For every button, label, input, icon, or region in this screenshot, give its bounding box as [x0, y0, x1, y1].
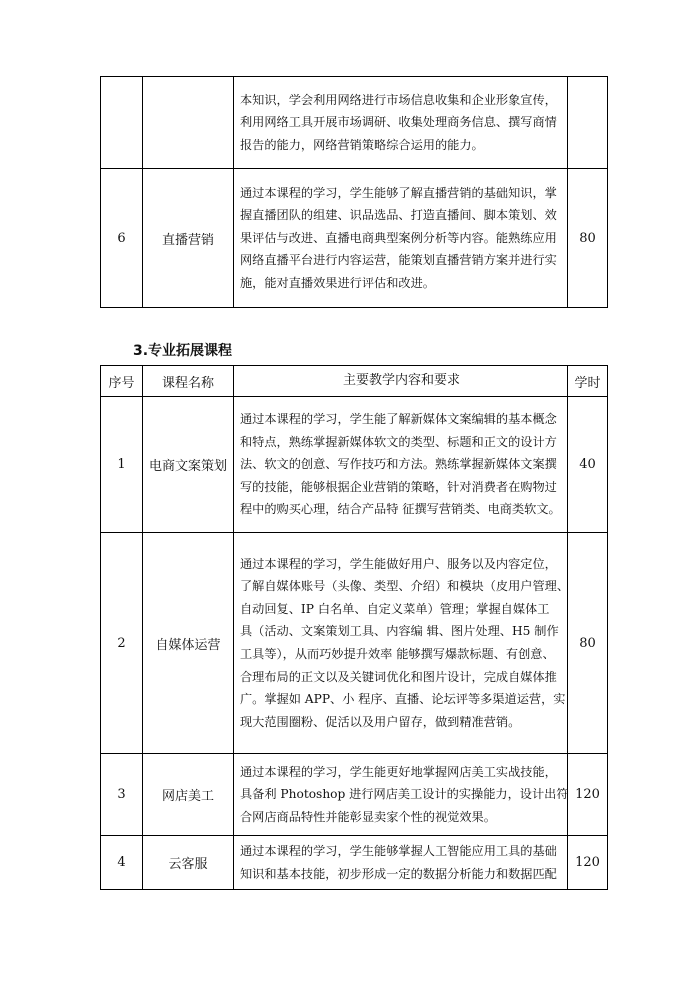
curriculum-table-continued [100, 76, 608, 308]
course-name: 电商文案策划 [143, 397, 234, 533]
course-hours: 80 [568, 533, 608, 754]
desc-line: 法、软文的创意、写作技巧和方法。熟练掌握新媒体文案撰 [240, 457, 557, 472]
table-row [101, 754, 608, 836]
row-number: 4 [101, 836, 143, 890]
row-number: 3 [101, 754, 143, 836]
desc-line: 广。掌握如 APP、小 程序、直播、论坛评等多渠道运营，实 [240, 692, 566, 707]
desc-line: 通过本课程的学习，学生能做好用户、服务以及内容定位， [240, 556, 557, 571]
header-number: 序号 [101, 366, 143, 397]
course-description [234, 169, 568, 308]
course-hours: 120 [568, 754, 608, 836]
table-row [101, 397, 608, 533]
desc-line: 通过本课程的学习，学生能够了解直播营销的基础知识，掌 [240, 185, 557, 200]
desc-line: 具（活动、文案策划工具、内容编 辑、图片处理、H5 制作 [240, 624, 559, 639]
table-row [101, 533, 608, 754]
desc-line: 果评估与改进、直播电商典型案例分析等内容。能熟练应用 [240, 230, 557, 245]
desc-line: 具备利 Photoshop 进行网店美工设计的实操能力，设计出符 [240, 787, 569, 802]
desc-line: 通过本课程的学习，学生能了解新媒体文案编辑的基本概念 [240, 412, 557, 427]
desc-line: 程中的购买心理，结合产品特 征撰写营销类、电商类软文。 [240, 502, 561, 517]
course-description [234, 754, 568, 836]
row-number [101, 77, 143, 169]
course-hours: 40 [568, 397, 608, 533]
desc-line: 现大范围圈粉、促活以及用户留存，做到精准营销。 [240, 714, 521, 729]
row-number: 1 [101, 397, 143, 533]
desc-line: 握直播团队的组建、识品选品、打造直播间、脚本策划、效 [240, 208, 557, 223]
row-number: 2 [101, 533, 143, 754]
course-hours [568, 77, 608, 169]
course-hours: 80 [568, 169, 608, 308]
course-name: 云客服 [143, 836, 234, 890]
header-content: 主要教学内容和要求 [234, 366, 568, 397]
course-name: 网店美工 [143, 754, 234, 836]
course-hours: 120 [568, 836, 608, 890]
desc-line: 合理布局的正文以及关键词优化和图片设计，完成自媒体推 [240, 669, 557, 684]
table-row [101, 77, 608, 169]
desc-line: 网络直播平台进行内容运营，能策划直播营销方案并进行实 [240, 253, 557, 268]
course-name [143, 77, 234, 169]
desc-line: 自动回复、IP 白名单、自定义菜单）管理；掌握自媒体工 [240, 601, 550, 616]
header-course-name: 课程名称 [143, 366, 234, 397]
row-number: 6 [101, 169, 143, 308]
course-name: 直播营销 [143, 169, 234, 308]
table-row [101, 836, 608, 890]
header-hours: 学时 [568, 366, 608, 397]
course-name: 自媒体运营 [143, 533, 234, 754]
desc-line: 利用网络工具开展市场调研、收集处理商务信息、撰写商情 [240, 115, 557, 130]
desc-line: 合网店商品特性并能彰显卖家个性的视觉效果。 [240, 809, 496, 824]
course-description [234, 836, 568, 890]
desc-line: 报告的能力，网络营销策略综合运用的能力。 [240, 137, 484, 152]
section-title: 3.专业拓展课程 [133, 343, 233, 359]
desc-line: 工具等），从而巧妙提升效率 能够撰写爆款标题、有创意、 [240, 647, 555, 661]
desc-line: 知识和基本技能，初步形成一定的数据分析能力和数据匹配 [240, 866, 557, 881]
desc-line: 施，能对直播效果进行评估和改进。 [240, 275, 435, 290]
desc-line: 和特点，熟练掌握新媒体软文的类型、标题和正文的设计方 [240, 434, 557, 449]
course-description [234, 533, 568, 754]
course-description [234, 397, 568, 533]
desc-line: 本知识，学会利用网络进行市场信息收集和企业形象宣传， [240, 92, 557, 107]
extension-courses-table [100, 365, 608, 890]
desc-line: 通过本课程的学习，学生能够掌握人工智能应用工具的基础 [240, 843, 557, 858]
desc-line: 通过本课程的学习，学生能更好地掌握网店美工实战技能， [240, 764, 557, 779]
table-row [101, 169, 608, 308]
desc-line: 写的技能，能够根据企业营销的策略，针对消费者在购物过 [240, 479, 557, 494]
desc-line: 了解自媒体账号（头像、类型、介绍）和模块（皮用户管理、 [240, 579, 570, 594]
table-header-row [101, 366, 608, 397]
course-description [234, 77, 568, 169]
